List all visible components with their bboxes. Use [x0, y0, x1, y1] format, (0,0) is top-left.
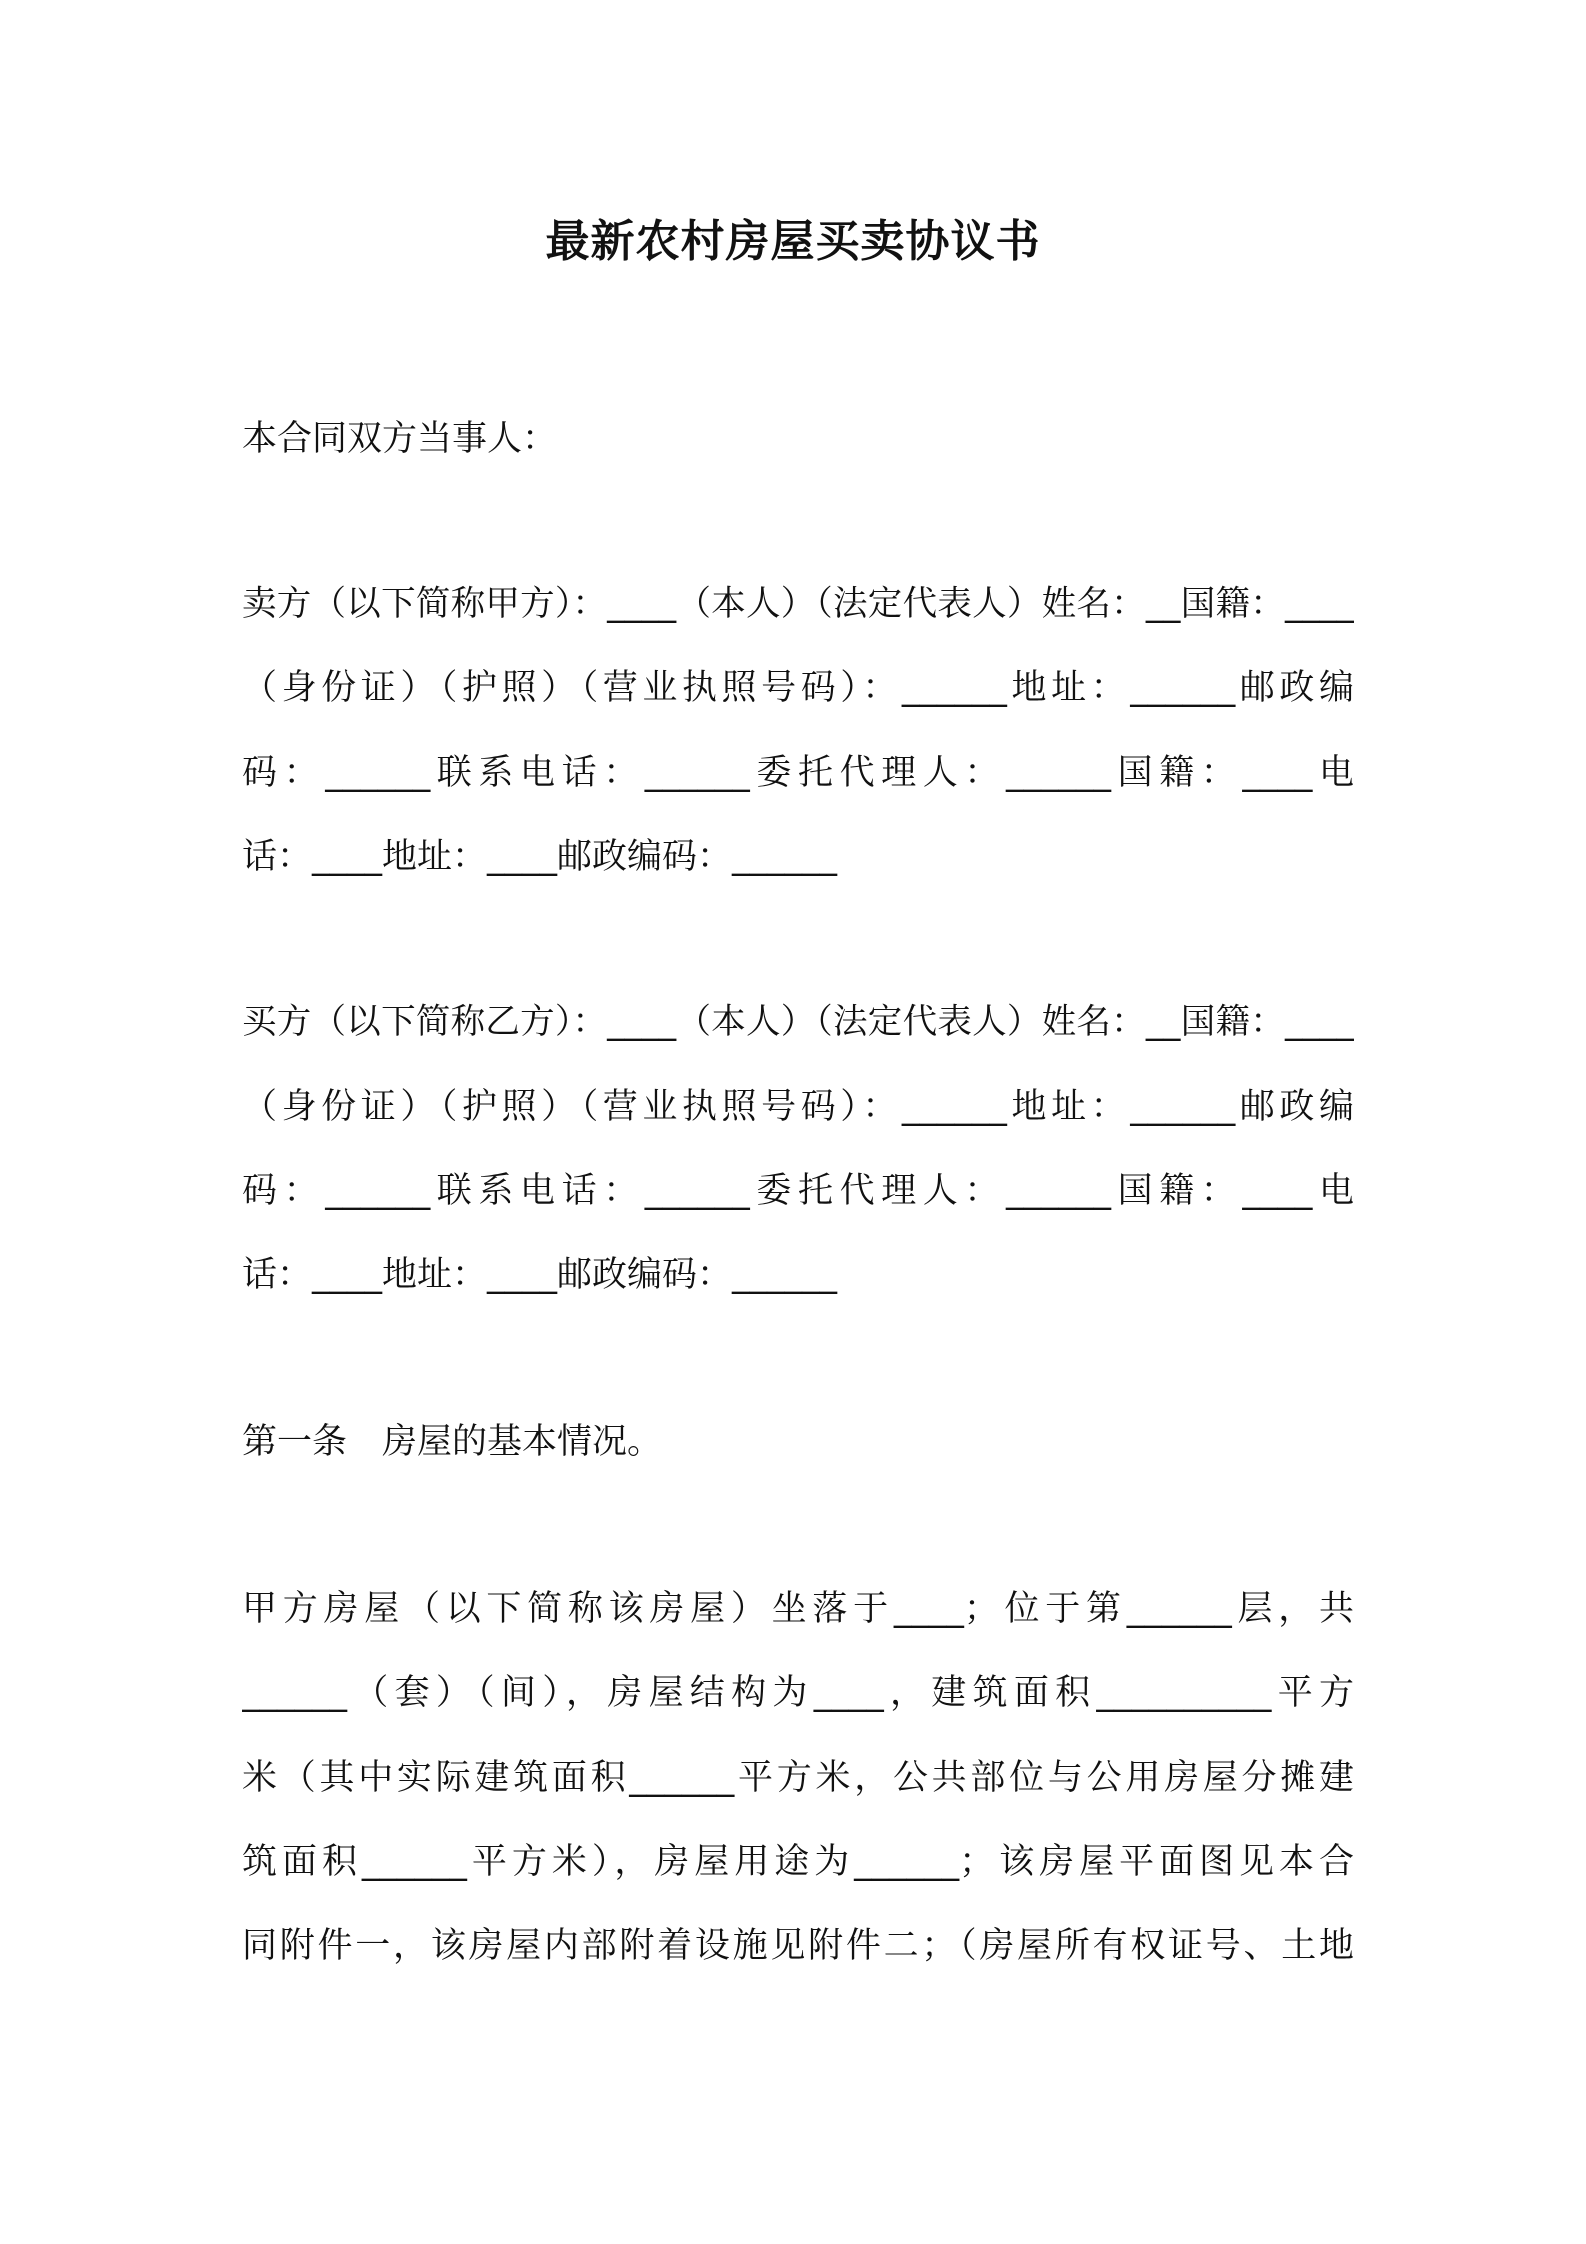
- article-1-line-2: ______（套）（间），房屋结构为____，建筑面积__________平方: [242, 1673, 1354, 1713]
- article-1-line-5: 同附件一，该房屋内部附着设施见附件二；（房屋所有权证号、土地: [242, 1926, 1354, 1966]
- buyer-line-3: 码：______联系电话：______委托代理人：______国籍：____电: [242, 1171, 1354, 1211]
- seller-line-1: 卖方（以下简称甲方）：____（本人）（法定代表人）姓名：__国籍：____: [242, 584, 1354, 624]
- article-1-line-3: 米（其中实际建筑面积______平方米，公共部位与公用房屋分摊建: [242, 1758, 1354, 1798]
- buyer-line-4: 话：____地址：____邮政编码：______: [242, 1255, 838, 1295]
- article-1-line-4: 筑面积______平方米），房屋用途为______；该房屋平面图见本合: [242, 1842, 1354, 1882]
- article-1-heading: 第一条 房屋的基本情况。: [242, 1422, 663, 1462]
- seller-line-2: （身份证）（护照）（营业执照号码）：______地址：______邮政编: [242, 668, 1354, 708]
- seller-line-3: 码：______联系电话：______委托代理人：______国籍：____电: [242, 753, 1354, 793]
- buyer-line-1: 买方（以下简称乙方）：____（本人）（法定代表人）姓名：__国籍：____: [242, 1002, 1354, 1042]
- parties-intro: 本合同双方当事人：: [242, 419, 558, 459]
- article-1-line-1: 甲方房屋（以下简称该房屋）坐落于____；位于第______层，共: [242, 1589, 1354, 1629]
- buyer-line-2: （身份证）（护照）（营业执照号码）：______地址：______邮政编: [242, 1087, 1354, 1127]
- seller-line-4: 话：____地址：____邮政编码：______: [242, 837, 838, 877]
- document-title: 最新农村房屋买卖协议书: [545, 216, 1041, 267]
